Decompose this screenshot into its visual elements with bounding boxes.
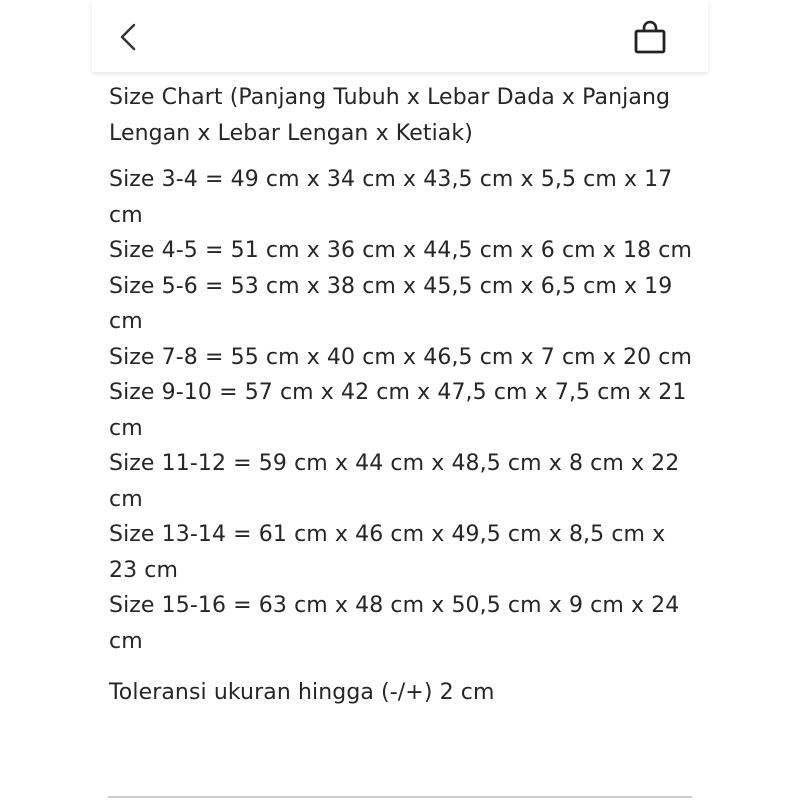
size-row: Size 5-6 = 53 cm x 38 cm x 45,5 cm x 6,5 cm x 19 cm [109,273,673,334]
chevron-left-icon [114,20,142,54]
size-row: Size 15-16 = 63 cm x 48 cm x 50,5 cm x 9 cm x 24 cm [109,593,680,654]
divider [108,796,692,798]
top-app-bar [92,0,708,72]
product-description-page [92,0,708,800]
size-tolerance-note: Toleransi ukuran hingga (-/+) 2 cm [109,680,495,705]
shopping-bag-icon [630,18,670,58]
back-button[interactable] [114,20,142,54]
shopping-bag-button[interactable] [630,18,670,58]
size-row: Size 4-5 = 51 cm x 36 cm x 44,5 cm x 6 cm x 18 cm [109,238,692,263]
size-chart-title: Size Chart (Panjang Tubuh x Lebar Dada x Panjang Lengan x Lebar Lengan x Ketiak) [109,85,671,146]
size-row: Size 11-12 = 59 cm x 44 cm x 48,5 cm x 8 cm x 22 cm [109,451,680,512]
size-row: Size 7-8 = 55 cm x 40 cm x 46,5 cm x 7 cm x 20 cm [109,344,692,370]
size-row: Size 3-4 = 49 cm x 34 cm x 43,5 cm x 5,5 cm x 17 cm [109,167,673,228]
size-row: Size 13-14 = 61 cm x 46 cm x 49,5 cm x 8,5 cm x 23 cm [109,522,666,583]
size-row: Size 9-10 = 57 cm x 42 cm x 47,5 cm x 7,5 cm x 21 cm [109,380,687,441]
size-chart-description [109,80,699,711]
size-list [109,162,699,659]
